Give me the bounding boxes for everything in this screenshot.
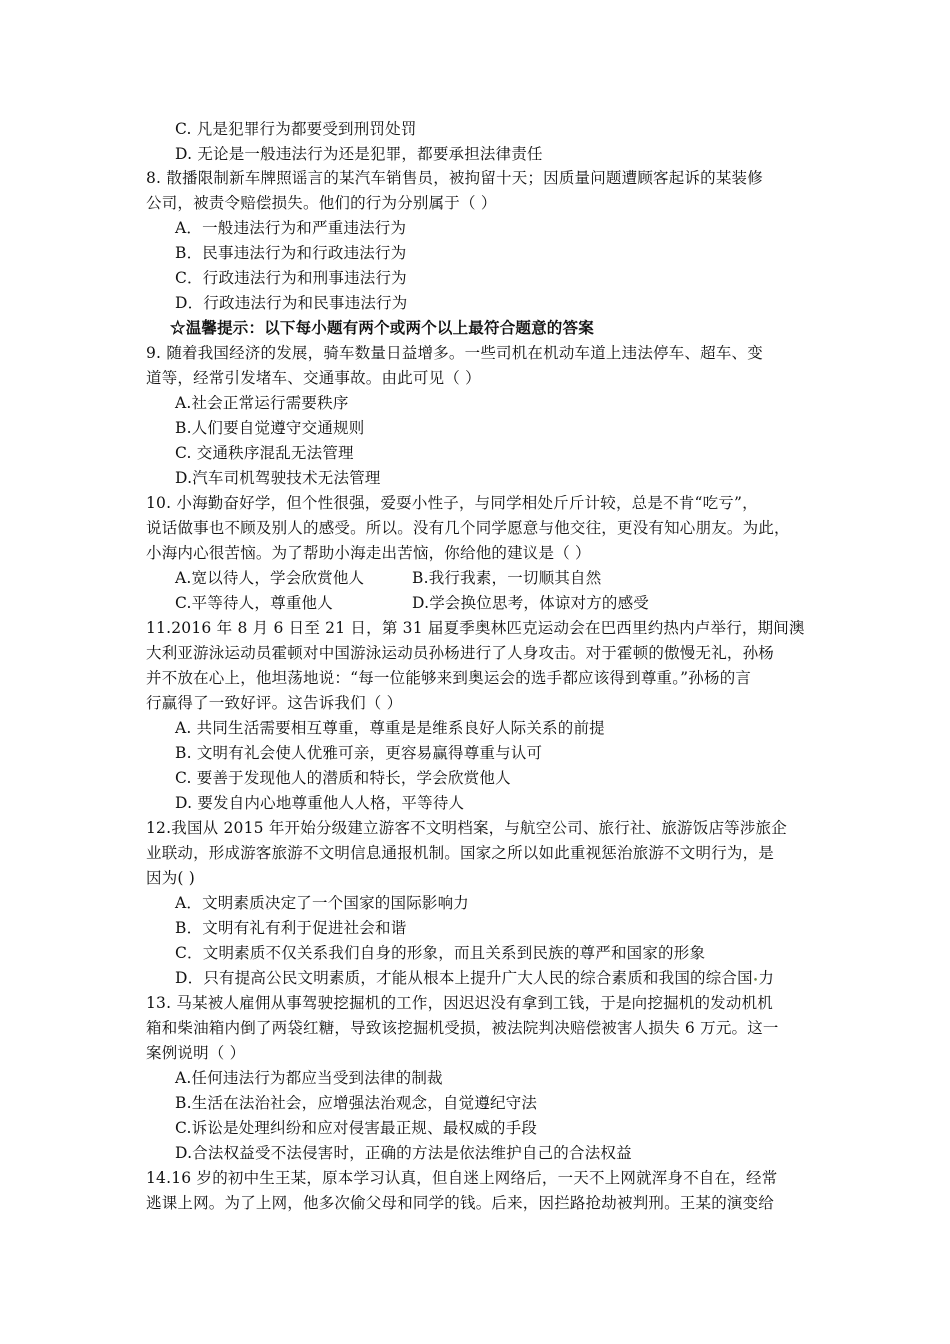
q12-stem-line1: 12.我国从 2015 年开始分级建立游客不文明档案，与航空公司、旅行社、旅游饭店等涉旅企 xyxy=(146,819,787,837)
q10-option-b: B.我行我素，一切顺其自然 xyxy=(412,569,602,587)
q10-option-a: A.宽以待人，学会欣赏他人 xyxy=(175,569,365,587)
q11-stem-line3: 并不放在心上，他坦荡地说：“每一位能够来到奥运会的选手都应该得到尊重。”孙杨的言 xyxy=(146,669,752,687)
q13-stem-line2: 箱和柴油箱内倒了两袋红糖，导致该挖掘机受损，被法院判决赔偿被害人损失 6 万元。这一 xyxy=(146,1019,779,1037)
q8-option-a: A．一般违法行为和严重违法行为 xyxy=(175,219,407,237)
q8-option-b: B．民事违法行为和行政违法行为 xyxy=(175,244,407,262)
q14-stem-line1: 14.16 岁的初中生王某，原本学习认真，但自迷上网络后，一天不上网就浑身不自在，经常 xyxy=(146,1169,778,1187)
q14-stem-line2: 逃课上网。为了上网，他多次偷父母和同学的钱。后来，因拦路抢劫被判刑。王某的演变给 xyxy=(146,1194,775,1212)
q13-stem-line1: 13. 马某被人雇佣从事驾驶挖掘机的工作，因迟迟没有拿到工钱，于是向挖掘机的发动机机 xyxy=(146,994,773,1012)
q11-option-d: D. 要发自内心地尊重他人人格，平等待人 xyxy=(175,794,465,812)
q12-option-d-text: D．只有提高公民文明素质，才能从根本上提升广大人民的综合素质和我国的综合国 xyxy=(175,969,753,987)
q11-stem-line2: 大利亚游泳运动员霍顿对中国游泳运动员孙杨进行了人身攻击。对于霍顿的傲慢无礼，孙杨 xyxy=(146,644,775,662)
multiple-choice-notice: ☆温馨提示：以下每小题有两个或两个以上最符合题意的答案 xyxy=(170,318,594,337)
q13-option-c: C.诉讼是处理纠纷和应对侵害最正规、最权威的手段 xyxy=(175,1119,538,1137)
q10-stem-line3: 小海内心很苦恼。为了帮助小海走出苦恼，你给他的建议是（ ） xyxy=(146,544,591,562)
q9-stem-line2: 道等，经常引发堵车、交通事故。由此可见（ ） xyxy=(146,369,481,387)
stray-mark: • xyxy=(752,976,759,986)
q12-option-b: B．文明有礼有利于促进社会和谐 xyxy=(175,919,407,937)
q8-stem-line2: 公司，被责令赔偿损失。他们的行为分别属于（ ） xyxy=(146,194,497,212)
q11-stem-line1: 11.2016 年 8 月 6 日至 21 日，第 31 届夏季奥林匹克运动会在巴西里约热内卢举行，期间澳 xyxy=(146,619,805,637)
q7-option-c: C. 凡是犯罪行为都要受到刑罚处罚 xyxy=(175,120,417,138)
q9-stem-line1: 9. 随着我国经济的发展，骑车数量日益增多。一些司机在机动车道上违法停车、超车、变 xyxy=(146,344,763,362)
q12-option-d xyxy=(175,968,774,991)
q11-option-a: A. 共同生活需要相互尊重，尊重是是维系良好人际关系的前提 xyxy=(175,719,605,737)
q13-option-a: A.任何违法行为都应当受到法律的制裁 xyxy=(175,1069,443,1087)
q12-option-d-end: 力 xyxy=(758,969,775,987)
q9-option-d: D.汽车司机驾驶技术无法管理 xyxy=(175,469,381,487)
q8-option-d: D．行政违法行为和民事违法行为 xyxy=(175,294,408,312)
q9-option-b: B.人们要自觉遵守交通规则 xyxy=(175,419,365,437)
q9-option-c: C. 交通秩序混乱无法管理 xyxy=(175,444,354,462)
q10-stem-line1: 10. 小海勤奋好学，但个性很强，爱耍小性子，与同学相处斤斤计较，总是不肯“吃亏”， xyxy=(146,494,758,512)
q8-option-c: C．行政违法行为和刑事违法行为 xyxy=(175,269,407,287)
q13-option-d: D.合法权益受不法侵害时，正确的方法是依法维护自己的合法权益 xyxy=(175,1144,632,1162)
q12-option-a: A．文明素质决定了一个国家的国际影响力 xyxy=(175,894,469,912)
q12-stem-line2: 业联动，形成游客旅游不文明信息通报机制。国家之所以如此重视惩治旅游不文明行为，是 xyxy=(146,844,775,862)
q12-option-c: C．文明素质不仅关系我们自身的形象，而且关系到民族的尊严和国家的形象 xyxy=(175,944,706,962)
q10-option-d: D.学会换位思考，体谅对方的感受 xyxy=(412,594,650,612)
q11-option-c: C. 要善于发现他人的潜质和特长，学会欣赏他人 xyxy=(175,769,511,787)
q9-option-a: A.社会正常运行需要秩序 xyxy=(175,394,349,412)
q13-stem-line3: 案例说明（ ） xyxy=(146,1044,246,1062)
q11-stem-line4: 行赢得了一致好评。这告诉我们（ ） xyxy=(146,694,403,712)
q13-option-b: B.生活在法治社会，应增强法治观念，自觉遵纪守法 xyxy=(175,1094,538,1112)
q10-stem-line2: 说话做事也不顾及别人的感受。所以。没有几个同学愿意与他交往，更没有知心朋友。为此， xyxy=(146,519,790,537)
q8-stem-line1: 8. 散播限制新车牌照谣言的某汽车销售员，被拘留十天；因质量问题遭顾客起诉的某装修 xyxy=(146,169,763,187)
q7-option-d: D. 无论是一般违法行为还是犯罪，都要承担法律责任 xyxy=(175,145,543,163)
q11-option-b: B. 文明有礼会使人优雅可亲，更容易赢得尊重与认可 xyxy=(175,744,543,762)
q12-stem-line3: 因为( ) xyxy=(146,869,196,887)
q10-option-c: C.平等待人，尊重他人 xyxy=(175,594,333,612)
